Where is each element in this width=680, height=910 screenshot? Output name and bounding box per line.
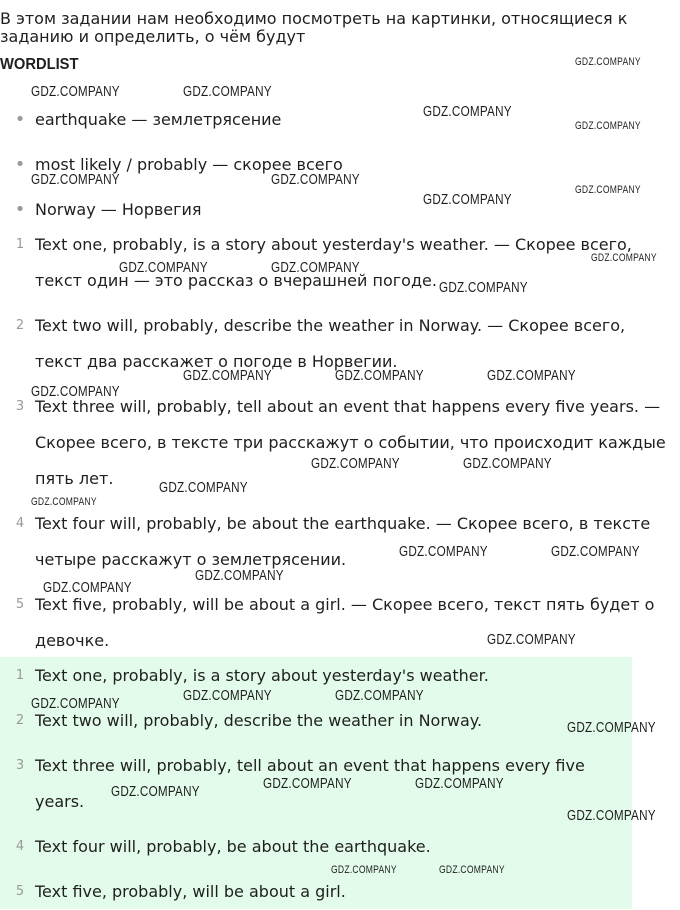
intro-text: В этом задании нам необходимо посмотреть на картинки, относящиеся к	[0, 9, 628, 28]
translation-text: Text one, probably, is a story about yesterday's weather. — Скорее всего, текст один — это рассказ о вчерашней погоде.	[35, 235, 632, 290]
bullet-marker: •	[14, 109, 26, 130]
watermark: GDZ.COMPANY	[119, 259, 208, 276]
watermark: GDZ.COMPANY	[423, 191, 512, 208]
item-number: 2	[15, 713, 25, 728]
watermark: GDZ.COMPANY	[439, 864, 505, 876]
watermark: GDZ.COMPANY	[575, 184, 641, 196]
answer-text: Text two will, probably, describe the weather in Norway.	[35, 711, 483, 730]
watermark: GDZ.COMPANY	[551, 543, 640, 560]
watermark: GDZ.COMPANY	[31, 496, 97, 508]
answer-text: Text four will, probably, be about the earthquake.	[35, 837, 431, 856]
watermark: GDZ.COMPANY	[183, 367, 272, 384]
answer-text: Text five, probably, will be about a girl.	[35, 882, 346, 901]
answer-text: Text one, probably, is a story about yesterday's weather.	[35, 666, 489, 685]
translation-text: Text five, probably, will be about a girl. — Скорее всего, текст пять будет о девочке.	[35, 595, 655, 650]
watermark: GDZ.COMPANY	[263, 775, 352, 792]
watermark: GDZ.COMPANY	[31, 83, 120, 100]
intro-cutoff-line	[0, 27, 306, 48]
item-number: 3	[15, 399, 25, 414]
watermark: GDZ.COMPANY	[31, 383, 120, 400]
watermark: GDZ.COMPANY	[31, 171, 120, 188]
item-number: 4	[15, 839, 25, 854]
watermark: GDZ.COMPANY	[195, 567, 284, 584]
wordlist-item-text: Norway — Норвегия	[35, 200, 202, 219]
watermark: GDZ.COMPANY	[31, 695, 120, 712]
item-number: 5	[15, 884, 25, 899]
watermark: GDZ.COMPANY	[43, 579, 132, 596]
watermark: GDZ.COMPANY	[331, 864, 397, 876]
watermark: GDZ.COMPANY	[335, 367, 424, 384]
item-number: 3	[15, 758, 25, 773]
watermark: GDZ.COMPANY	[575, 120, 641, 132]
translation-text: Text three will, probably, tell about an event that happens every five years. — Скорее всего, в тексте три расскажут о событии, что происходит каждые пять лет.	[35, 397, 666, 488]
watermark: GDZ.COMPANY	[159, 479, 248, 496]
watermark: GDZ.COMPANY	[415, 775, 504, 792]
watermark: GDZ.COMPANY	[335, 687, 424, 704]
watermark: GDZ.COMPANY	[487, 631, 576, 648]
watermark: GDZ.COMPANY	[423, 103, 512, 120]
watermark: GDZ.COMPANY	[271, 171, 360, 188]
translation-text: Text four will, probably, be about the earthquake. — Скорее всего, в тексте четыре расскажут о землетрясении.	[35, 514, 651, 569]
watermark: GDZ.COMPANY	[183, 687, 272, 704]
bullet-marker: •	[14, 154, 26, 175]
item-number: 1	[15, 668, 25, 683]
watermark: GDZ.COMPANY	[575, 56, 641, 68]
watermark: GDZ.COMPANY	[271, 259, 360, 276]
item-number: 1	[15, 237, 25, 252]
watermark: GDZ.COMPANY	[591, 252, 657, 264]
item-number: 2	[15, 318, 25, 333]
watermark: GDZ.COMPANY	[487, 367, 576, 384]
intro-cutoff-text: заданию и определить, о чём будут	[0, 27, 306, 46]
watermark: GDZ.COMPANY	[567, 719, 656, 736]
watermark: GDZ.COMPANY	[399, 543, 488, 560]
watermark: GDZ.COMPANY	[111, 783, 200, 800]
watermark: GDZ.COMPANY	[311, 455, 400, 472]
wordlist-item-text: earthquake — землетрясение	[35, 110, 282, 129]
wordlist-item-text: most likely / probably — скорее всего	[35, 155, 343, 174]
watermark: GDZ.COMPANY	[183, 83, 272, 100]
item-number: 5	[15, 597, 25, 612]
watermark: GDZ.COMPANY	[463, 455, 552, 472]
watermark: GDZ.COMPANY	[439, 279, 528, 296]
bullet-marker: •	[14, 199, 26, 220]
answer-text: Text three will, probably, tell about an event that happens every five years.	[35, 756, 585, 811]
wordlist-heading: WORDLIST	[0, 56, 79, 73]
watermark: GDZ.COMPANY	[567, 807, 656, 824]
translation-text: Text two will, probably, describe the weather in Norway. — Скорее всего, текст два расскажет о погоде в Норвегии.	[35, 316, 626, 371]
item-number: 4	[15, 516, 25, 531]
